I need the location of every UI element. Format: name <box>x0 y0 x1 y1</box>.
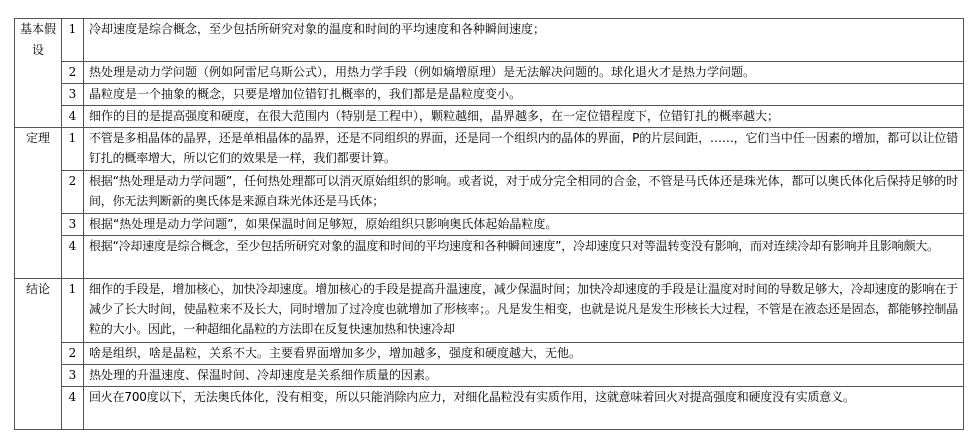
table-row <box>15 128 964 171</box>
table-row <box>15 365 964 387</box>
row-number: 3 <box>62 214 84 236</box>
table-row <box>15 214 964 236</box>
row-text: 根据“热处理是动力学问题”，如果保温时间足够短，原始组织只影响奥氏体起始晶粒度。 <box>84 214 964 236</box>
row-text: 不管是多相晶体的晶界，还是单相晶体的晶界，还是不同组织的界面，还是同一个组织内的晶体的界面，P的片层间距，……，它们当中任一因素的增加，都可以让位错钉扎的概率增大，所以它们的效果是一样，我们都要计算。 <box>84 128 964 171</box>
row-text: 晶粒度是一个抽象的概念，只要是增加位错钉扎概率的，我们都是是晶粒度变小。 <box>84 84 964 106</box>
row-number: 4 <box>62 387 84 430</box>
table-row <box>15 279 964 343</box>
row-text: 根据“冷却速度是综合概念，至少包括所研究对象的温度和时间的平均速度和各种瞬间速度”，冷却速度只对等温转变没有影响，而对连续冷却有影响并且影响颇大。 <box>84 236 964 279</box>
row-text: 热处理是动力学问题（例如阿雷尼乌斯公式），用热力学手段（例如熵增原理）是无法解决问题的。球化退火才是热力学问题。 <box>84 62 964 84</box>
row-text: 冷却速度是综合概念，至少包括所研究对象的温度和时间的平均速度和各种瞬间速度； <box>84 19 964 62</box>
row-number: 2 <box>62 62 84 84</box>
row-number: 1 <box>62 19 84 62</box>
table-row <box>15 236 964 279</box>
row-text: 细作的手段是，增加核心，加快冷却速度。增加核心的手段是提高升温速度，减少保温时间；加快冷却速度的手段是让温度对时间的导数足够大，冷却速度的影响在于减少了长大时间，使晶粒来不及长大，同时增加了过冷度也就增加了形核率；。凡是发生相变，也就是说凡是发生形核长大过程，不管是在液态还是固态，都能够控制晶粒的大小。因此，一种超细化晶粒的方法即在反复快速加热和快速冷却 <box>84 279 964 343</box>
row-number: 3 <box>62 365 84 387</box>
category-theorems: 定理 <box>15 128 62 279</box>
row-text: 根据“热处理是动力学问题”，任何热处理都可以消灭原始组织的影响。或者说，对于成分完全相同的合金，不管是马氏体还是珠光体，都可以奥氏体化后保持足够的时间，你无法判断新的奥氏体是来源自珠光体还是马氏体； <box>84 171 964 214</box>
row-number: 2 <box>62 171 84 214</box>
row-number: 2 <box>62 343 84 365</box>
table-row <box>15 84 964 106</box>
table-row <box>15 171 964 214</box>
table-row <box>15 343 964 365</box>
table-row <box>15 106 964 128</box>
row-number: 3 <box>62 84 84 106</box>
category-assumptions: 基本假设 <box>15 19 62 128</box>
row-text: 啥是组织，啥是晶粒，关系不大。主要看界面增加多少，增加越多，强度和硬度越大，无他。 <box>84 343 964 365</box>
row-text: 回火在700度以下，无法奥氏体化，没有相变，所以只能消除内应力，对细化晶粒没有实质作用，这就意味着回火对提高强度和硬度没有实质意义。 <box>84 387 964 430</box>
table-row <box>15 62 964 84</box>
row-text: 热处理的升温速度、保温时间、冷却速度是关系细作质量的因素。 <box>84 365 964 387</box>
row-text: 细作的目的是提高强度和硬度，在很大范围内（特别是工程中），颗粒越细，晶界越多，在一定位错程度下，位错钉扎的概率越大； <box>84 106 964 128</box>
row-number: 1 <box>62 128 84 171</box>
table-row <box>15 19 964 62</box>
table-row <box>15 387 964 430</box>
row-number: 4 <box>62 106 84 128</box>
row-number: 4 <box>62 236 84 279</box>
category-conclusions: 结论 <box>15 279 62 430</box>
row-number: 1 <box>62 279 84 343</box>
theory-table <box>14 18 964 430</box>
